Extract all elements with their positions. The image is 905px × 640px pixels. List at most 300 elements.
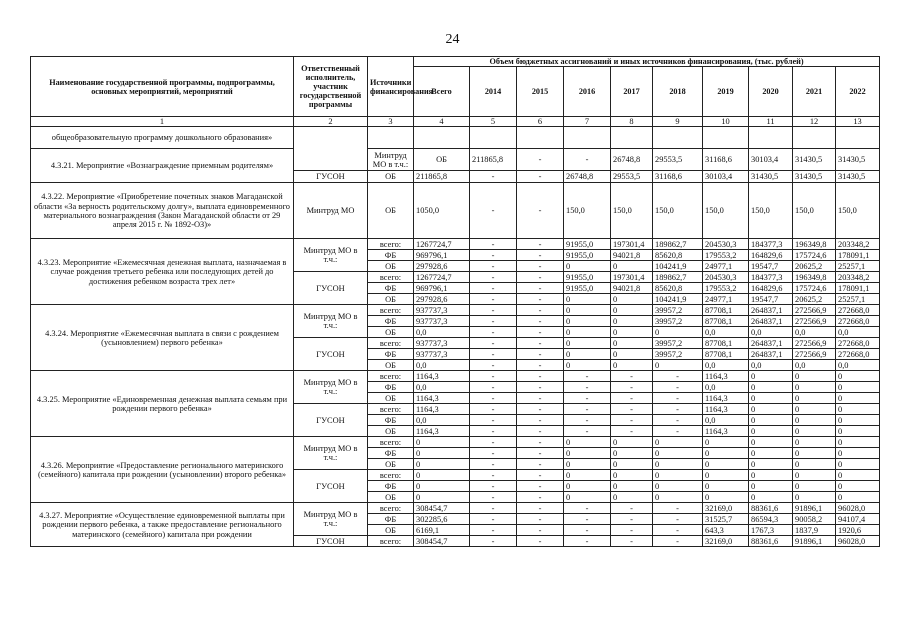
year-value: -: [517, 316, 564, 327]
year-value: 184377,3: [749, 239, 793, 250]
year-value: 87708,1: [703, 316, 749, 327]
year-value: 19547,7: [749, 261, 793, 272]
year-value: 204530,3: [703, 272, 749, 283]
year-value: 150,0: [793, 183, 836, 239]
funding-source: ФБ: [368, 316, 414, 327]
year-value: 0: [653, 481, 703, 492]
year-value: 25257,1: [836, 294, 880, 305]
year-value: 0: [793, 470, 836, 481]
year-value: 179553,2: [703, 283, 749, 294]
year-value: -: [653, 503, 703, 514]
year-value: -: [564, 415, 611, 426]
year-value: -: [470, 470, 517, 481]
year-value: -: [470, 525, 517, 536]
year-value: 0: [793, 404, 836, 415]
year-value: -: [517, 503, 564, 514]
year-value: 272566,9: [793, 349, 836, 360]
year-value: 0: [749, 437, 793, 448]
year-value: -: [470, 349, 517, 360]
year-value: 0: [611, 448, 653, 459]
year-value: 272668,0: [836, 305, 880, 316]
year-value: 91955,0: [564, 283, 611, 294]
year-value: 87708,1: [703, 305, 749, 316]
year-value: 643,3: [703, 525, 749, 536]
funding-source: ОБ: [368, 183, 414, 239]
column-number: 11: [749, 117, 793, 127]
year-value: -: [517, 294, 564, 305]
total-value: 302285,6: [414, 514, 470, 525]
year-value: 31525,7: [703, 514, 749, 525]
year-value: 0,0: [749, 327, 793, 338]
year-value: -: [564, 404, 611, 415]
year-value: 164829,6: [749, 283, 793, 294]
year-value: -: [470, 261, 517, 272]
year-value: -: [470, 459, 517, 470]
year-value: 0: [836, 382, 880, 393]
total-value: 969796,1: [414, 250, 470, 261]
table-row: [31, 149, 880, 171]
total-value: 969796,1: [414, 283, 470, 294]
year-value: 26748,8: [564, 171, 611, 183]
responsible-executor: Минтруд МО в т.ч.:: [294, 503, 368, 536]
year-value: 31168,6: [653, 171, 703, 183]
year-value: -: [470, 371, 517, 382]
header-total: Всего: [414, 67, 470, 117]
total-value: 0,0: [414, 382, 470, 393]
year-value: 0,0: [836, 327, 880, 338]
year-value: 0,0: [793, 360, 836, 371]
year-value: 0: [793, 437, 836, 448]
funding-source: ОБ: [368, 171, 414, 183]
year-value: 0: [793, 415, 836, 426]
year-value: 164829,6: [749, 250, 793, 261]
year-value: 0: [564, 261, 611, 272]
column-number: 1: [31, 117, 294, 127]
year-value: 39957,2: [653, 338, 703, 349]
year-value: 96028,0: [836, 536, 880, 547]
year-value: 20625,2: [793, 261, 836, 272]
year-value: -: [470, 327, 517, 338]
year-value: 0: [564, 305, 611, 316]
year-value: 19547,7: [749, 294, 793, 305]
year-value: 0: [564, 316, 611, 327]
total-value: 0: [414, 492, 470, 503]
budget-table: [30, 56, 880, 547]
year-value: 104241,9: [653, 261, 703, 272]
year-value: 0: [611, 338, 653, 349]
year-value: -: [517, 171, 564, 183]
year-value: -: [517, 360, 564, 371]
year-value: 189862,7: [653, 239, 703, 250]
header-year: 2020: [749, 67, 793, 117]
year-value: 0: [749, 448, 793, 459]
header-funding: Объем бюджетных ассигнований и иных источников финансирования, (тыс. рублей): [414, 57, 880, 67]
year-value: -: [517, 459, 564, 470]
year-value: 0: [611, 294, 653, 305]
total-value: 937737,3: [414, 349, 470, 360]
table-row: [31, 239, 880, 250]
year-value: 86594,3: [749, 514, 793, 525]
year-value: -: [611, 514, 653, 525]
year-value: 0: [611, 261, 653, 272]
year-value: 0: [703, 470, 749, 481]
column-number: 6: [517, 117, 564, 127]
funding-source: ФБ: [368, 349, 414, 360]
year-value: 150,0: [611, 183, 653, 239]
table-row: [31, 503, 880, 514]
year-value: 0: [564, 437, 611, 448]
year-value: 94021,8: [611, 283, 653, 294]
year-value: 0: [836, 393, 880, 404]
total-value: [414, 127, 470, 149]
funding-source: ОБ: [368, 426, 414, 437]
total-value: 1164,3: [414, 426, 470, 437]
column-number: 3: [368, 117, 414, 127]
year-value: 0: [611, 305, 653, 316]
year-value: -: [470, 481, 517, 492]
year-value: 30103,4: [703, 171, 749, 183]
year-value: 91955,0: [564, 239, 611, 250]
year-value: 0: [611, 481, 653, 492]
column-number: 8: [611, 117, 653, 127]
year-value: -: [517, 470, 564, 481]
year-value: -: [470, 503, 517, 514]
year-value: 272668,0: [836, 349, 880, 360]
year-value: 0: [564, 349, 611, 360]
year-value: 0: [653, 470, 703, 481]
responsible-executor: [294, 127, 368, 171]
year-value: [564, 127, 611, 149]
measure-name: 4.3.24. Мероприятие «Ежемесячная выплата в связи с рождением (усыновлением) первого ребенка»: [31, 305, 294, 371]
year-value: -: [611, 426, 653, 437]
funding-source: ФБ: [368, 250, 414, 261]
year-value: 178091,1: [836, 283, 880, 294]
table-row: [31, 183, 880, 239]
total-value: 1164,3: [414, 404, 470, 415]
year-value: 0: [703, 492, 749, 503]
year-value: 175724,6: [793, 250, 836, 261]
year-value: -: [653, 382, 703, 393]
header-responsible: Ответственный исполнитель, участник государственной программы: [294, 57, 368, 117]
year-value: 31430,5: [836, 149, 880, 171]
year-value: -: [470, 294, 517, 305]
year-value: 264837,1: [749, 316, 793, 327]
header-year: 2019: [703, 67, 749, 117]
year-value: -: [611, 393, 653, 404]
header-year: 2017: [611, 67, 653, 117]
year-value: 272566,9: [793, 305, 836, 316]
year-value: 0: [836, 371, 880, 382]
year-value: [703, 127, 749, 149]
year-value: -: [517, 536, 564, 547]
year-value: 197301,4: [611, 239, 653, 250]
year-value: 88361,6: [749, 536, 793, 547]
year-value: -: [564, 149, 611, 171]
column-number: 4: [414, 117, 470, 127]
year-value: 0: [653, 448, 703, 459]
column-number: 5: [470, 117, 517, 127]
funding-source: всего:: [368, 536, 414, 547]
year-value: 0: [836, 492, 880, 503]
year-value: -: [470, 283, 517, 294]
year-value: -: [470, 360, 517, 371]
year-value: -: [517, 239, 564, 250]
year-value: 0: [653, 437, 703, 448]
year-value: 264837,1: [749, 338, 793, 349]
total-value: 0: [414, 448, 470, 459]
year-value: -: [564, 514, 611, 525]
year-value: -: [564, 525, 611, 536]
column-number: 7: [564, 117, 611, 127]
year-value: 90058,2: [793, 514, 836, 525]
year-value: 0: [653, 327, 703, 338]
funding-source: ОБ: [368, 327, 414, 338]
year-value: 203348,2: [836, 272, 880, 283]
year-value: 0,0: [749, 360, 793, 371]
year-value: 0: [564, 448, 611, 459]
year-value: -: [470, 316, 517, 327]
year-value: -: [470, 514, 517, 525]
year-value: -: [470, 393, 517, 404]
year-value: -: [653, 371, 703, 382]
year-value: -: [470, 437, 517, 448]
year-value: -: [517, 514, 564, 525]
year-value: 0: [749, 371, 793, 382]
year-value: 91955,0: [564, 272, 611, 283]
year-value: -: [517, 448, 564, 459]
year-value: -: [517, 183, 564, 239]
year-value: -: [653, 514, 703, 525]
responsible-executor: ГУСОН: [294, 272, 368, 305]
year-value: -: [517, 338, 564, 349]
responsible-executor: Минтруд МО в т.ч.:: [294, 305, 368, 338]
year-value: 0,0: [793, 327, 836, 338]
funding-source: всего:: [368, 239, 414, 250]
year-value: 0: [836, 459, 880, 470]
year-value: 150,0: [749, 183, 793, 239]
year-value: -: [564, 393, 611, 404]
table-row: [31, 437, 880, 448]
year-value: 0: [611, 459, 653, 470]
year-value: 264837,1: [749, 305, 793, 316]
year-value: 1920,6: [836, 525, 880, 536]
funding-source: всего:: [368, 338, 414, 349]
year-value: -: [611, 382, 653, 393]
year-value: 0: [611, 470, 653, 481]
total-value: 308454,7: [414, 536, 470, 547]
funding-source: ФБ: [368, 514, 414, 525]
year-value: -: [611, 404, 653, 415]
year-value: 0: [703, 448, 749, 459]
year-value: 39957,2: [653, 305, 703, 316]
year-value: -: [517, 327, 564, 338]
year-value: -: [517, 261, 564, 272]
column-number: 10: [703, 117, 749, 127]
year-value: 87708,1: [703, 349, 749, 360]
total-value: 297928,6: [414, 261, 470, 272]
measure-name: общеобразовательную программу дошкольного образования»: [31, 127, 294, 149]
funding-source: всего:: [368, 437, 414, 448]
year-value: 0: [564, 492, 611, 503]
year-value: 197301,4: [611, 272, 653, 283]
year-value: 0: [703, 437, 749, 448]
total-value: 6169,1: [414, 525, 470, 536]
header-name: Наименование государственной программы, подпрограммы, основных мероприятий, мероприятий: [31, 57, 294, 117]
year-value: 0: [749, 382, 793, 393]
year-value: 0: [793, 459, 836, 470]
responsible-executor: Минтруд МО: [294, 183, 368, 239]
year-value: 0: [564, 481, 611, 492]
year-value: 31430,5: [836, 171, 880, 183]
year-value: 1164,3: [703, 371, 749, 382]
year-value: -: [470, 171, 517, 183]
funding-source: ОБ: [368, 459, 414, 470]
year-value: 0: [793, 492, 836, 503]
year-value: -: [653, 415, 703, 426]
measure-name: 4.3.22. Мероприятие «Приобретение почетных знаков Магаданской области «За верность родительскому долгу», выплата единовременного материального вознаграждения (Закон Магаданской области от 29 апреля 2015 г. № 1892-ОЗ)»: [31, 183, 294, 239]
year-value: 203348,2: [836, 239, 880, 250]
year-value: 30103,4: [749, 149, 793, 171]
year-value: 0: [749, 459, 793, 470]
year-value: 0: [793, 393, 836, 404]
funding-source: ОБ: [368, 492, 414, 503]
total-value: 0,0: [414, 415, 470, 426]
total-value: 297928,6: [414, 294, 470, 305]
year-value: 0: [653, 459, 703, 470]
total-value: 937737,3: [414, 316, 470, 327]
year-value: [836, 127, 880, 149]
year-value: -: [611, 503, 653, 514]
year-value: -: [517, 349, 564, 360]
year-value: 0: [749, 426, 793, 437]
funding-source: ФБ: [368, 283, 414, 294]
year-value: 91896,1: [793, 503, 836, 514]
year-value: -: [611, 415, 653, 426]
year-value: 0: [836, 404, 880, 415]
year-value: 0: [793, 382, 836, 393]
year-value: -: [470, 404, 517, 415]
funding-source: ОБ: [414, 149, 470, 171]
funding-source: всего:: [368, 503, 414, 514]
year-value: -: [653, 426, 703, 437]
measure-name: 4.3.25. Мероприятие «Единовременная денежная выплата семьям при рождении первого ребенка»: [31, 371, 294, 437]
year-value: -: [611, 371, 653, 382]
year-value: -: [470, 272, 517, 283]
year-value: 0: [564, 327, 611, 338]
year-value: 0: [749, 404, 793, 415]
year-value: -: [517, 404, 564, 415]
responsible-executor: ГУСОН: [294, 338, 368, 371]
total-value: 1164,3: [414, 393, 470, 404]
year-value: 91955,0: [564, 250, 611, 261]
year-value: 0: [749, 492, 793, 503]
year-value: 0: [749, 393, 793, 404]
year-value: 0: [836, 470, 880, 481]
year-value: -: [564, 382, 611, 393]
total-value: 0: [414, 437, 470, 448]
funding-source: всего:: [368, 404, 414, 415]
measure-name: 4.3.27. Мероприятие «Осуществление единовременной выплаты при рождении первого ребенка, а также предоставление регионального материнского (семейного) капитала при рождении: [31, 503, 294, 547]
column-number: 2: [294, 117, 368, 127]
year-value: 0,0: [836, 360, 880, 371]
column-number: 13: [836, 117, 880, 127]
year-value: -: [470, 448, 517, 459]
year-value: -: [517, 283, 564, 294]
year-value: 31430,5: [749, 171, 793, 183]
year-value: 0: [749, 415, 793, 426]
year-value: 85620,8: [653, 250, 703, 261]
table-body: [31, 127, 880, 547]
column-number: 12: [793, 117, 836, 127]
year-value: 39957,2: [653, 349, 703, 360]
year-value: -: [564, 503, 611, 514]
year-value: 88361,6: [749, 503, 793, 514]
year-value: 150,0: [703, 183, 749, 239]
funding-source: ОБ: [368, 525, 414, 536]
measure-name: 4.3.23. Мероприятие «Ежемесячная денежная выплата, назначаемая в случае рождения третьего ребенка или последующих детей до достижения ребенком возраста трех лет»: [31, 239, 294, 305]
year-value: 0: [836, 448, 880, 459]
year-value: 150,0: [564, 183, 611, 239]
year-value: 29553,5: [611, 171, 653, 183]
measure-name: 4.3.26. Мероприятие «Предоставление регионального материнского (семейного) капитала при рождении (усыновлении) второго ребенка»: [31, 437, 294, 503]
year-value: 184377,3: [749, 272, 793, 283]
year-value: 0: [564, 338, 611, 349]
funding-source: ФБ: [368, 382, 414, 393]
year-value: 25257,1: [836, 261, 880, 272]
year-value: 189862,7: [653, 272, 703, 283]
year-value: 39957,2: [653, 316, 703, 327]
year-value: [470, 127, 517, 149]
year-value: [611, 127, 653, 149]
header-year: 2016: [564, 67, 611, 117]
year-value: 272668,0: [836, 338, 880, 349]
year-value: -: [564, 536, 611, 547]
total-value: 0,0: [414, 360, 470, 371]
year-value: 32169,0: [703, 536, 749, 547]
year-value: -: [517, 437, 564, 448]
year-value: -: [470, 305, 517, 316]
year-value: 272566,9: [793, 316, 836, 327]
year-value: 24977,1: [703, 261, 749, 272]
year-value: 150,0: [836, 183, 880, 239]
column-numbers-row: [31, 117, 880, 127]
funding-source: всего:: [368, 305, 414, 316]
year-value: -: [517, 382, 564, 393]
year-value: 91896,1: [793, 536, 836, 547]
table-row: [31, 127, 880, 149]
funding-source: [368, 127, 414, 149]
header-year: 2021: [793, 67, 836, 117]
responsible-executor: Минтруд МО в т.ч.:: [294, 239, 368, 272]
year-value: 1837,9: [793, 525, 836, 536]
year-value: 104241,9: [653, 294, 703, 305]
year-value: -: [517, 305, 564, 316]
year-value: 31430,5: [793, 171, 836, 183]
funding-source: ФБ: [368, 415, 414, 426]
year-value: 0: [703, 481, 749, 492]
year-value: 0: [564, 360, 611, 371]
year-value: 31430,5: [793, 149, 836, 171]
total-value: 1164,3: [414, 371, 470, 382]
funding-source: всего:: [368, 371, 414, 382]
header-year: 2022: [836, 67, 880, 117]
funding-source: ОБ: [368, 393, 414, 404]
year-value: -: [517, 250, 564, 261]
year-value: 0: [703, 459, 749, 470]
year-value: 24977,1: [703, 294, 749, 305]
year-value: 31168,6: [703, 149, 749, 171]
year-value: 0: [793, 426, 836, 437]
